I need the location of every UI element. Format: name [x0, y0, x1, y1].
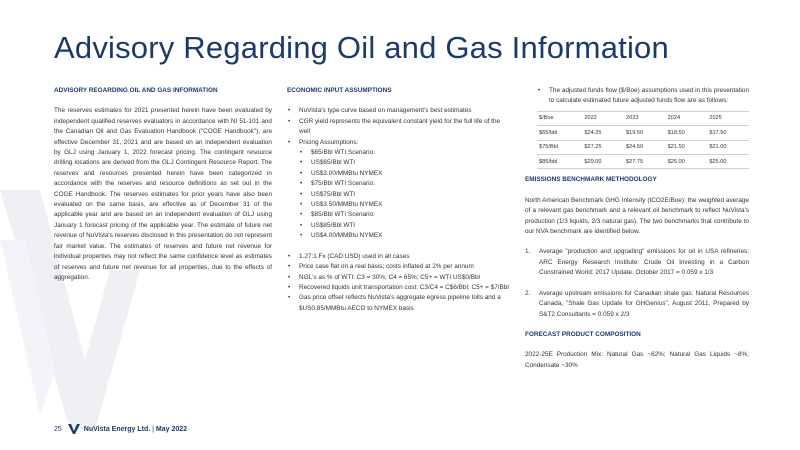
assumption-item: • $85/Bbl WTI Scenario: — [287, 210, 512, 220]
assumption-item: • US$3.50/MMBtu NYMEX — [287, 200, 512, 210]
table-cell: $25.00 — [707, 155, 749, 169]
table-cell: $85/bbl — [537, 155, 582, 169]
table-row — [537, 155, 749, 169]
footer-separator: | — [150, 425, 156, 433]
table-cell: $21.50 — [666, 140, 708, 154]
assumption-item: • Pricing Assumptions: — [287, 138, 512, 148]
assumption-item: • Price case flat on a real basis; costs inflated at 2% per annum — [287, 262, 512, 272]
emissions-list — [525, 247, 749, 319]
assumption-list — [287, 106, 512, 314]
table-header-cell: 2025 — [707, 111, 749, 125]
table-header-row — [537, 111, 749, 125]
page-number: 25 — [54, 425, 62, 433]
funds-flow-intro: • The adjusted funds flow ($/Boe) assumptions used in this presentation to calculate estimated future adjusted funds flow are as follows: — [525, 86, 749, 107]
assumption-item: • CGR yield represents the equivalent constant yield for the full life of the well — [287, 117, 512, 138]
list-item — [525, 289, 749, 320]
table-cell: $17.50 — [707, 126, 749, 140]
forecast-body: 2022-25E Production Mix: Natural Gas ~62%; Natural Gas Liquids ~8%; Condensate ~30% — [525, 351, 749, 369]
assumption-item: • Recovered liquids unit transportation cost: C3/C4 = C$6/Bbl; C5+ = $7/Bbl — [287, 283, 512, 293]
table-header-cell: 2023 — [624, 111, 666, 125]
assumption-item: • US$4.00/MMBtu NYMEX — [287, 231, 512, 241]
forecast-heading: FORECAST PRODUCT COMPOSITION — [525, 330, 641, 338]
oil-gas-advisory-column — [54, 86, 272, 283]
list-item-number: 1. — [525, 248, 531, 256]
assumption-item: • 1.27:1 Fx (CAD:USD) used in all cases — [287, 252, 512, 262]
economic-assumptions-heading: ECONOMIC INPUT ASSUMPTIONS — [287, 87, 392, 94]
funds-flow-column — [525, 86, 749, 371]
assumption-item: • US$85/Bbl WTI — [287, 221, 512, 231]
company-name: NuVista Energy Ltd. — [83, 425, 151, 433]
emissions-body: North American Benchmark GHG Intensity (tCO2E/Boe): the weighted average of a relevant gas benchmark and a relevant oil benchmark to reflect NuVista's production (1/3 liquids, 2/3 natural gas). The two benchmarks that contribute to our NVA benchmark are identified below. — [525, 196, 749, 236]
table-header-cell: 2024 — [666, 111, 708, 125]
advisory-heading: ADVISORY REGARDING OIL AND GAS INFORMATION — [54, 87, 218, 94]
economic-assumptions-column — [287, 86, 512, 314]
table-cell: $75/Bbl — [537, 140, 582, 154]
table-cell: $21.00 — [707, 140, 749, 154]
page-title: Advisory Regarding Oil and Gas Information — [54, 30, 669, 65]
footer-date: May 2022 — [155, 425, 188, 433]
list-item-text: Average "production and upgrading" emissions for oil in USA refineries: ARC Energy Research Institute: Crude Oil Investing in a Carbon Constrained World: 2017 Update. October 2017 = 0.059 x 1/3 — [539, 248, 749, 277]
list-item-number: 2. — [525, 289, 531, 297]
table-header-cell: 2022 — [582, 111, 624, 125]
table-cell: $65/bbl — [537, 126, 582, 140]
list-item — [525, 247, 749, 278]
emissions-heading: EMISSIONS BENCHMARK METHODOLOGY — [525, 176, 657, 184]
assumption-item: • $65/Bbl WTI Scenario: — [287, 148, 512, 158]
assumption-item: • $75/Bbl WTI Scenario: — [287, 179, 512, 189]
table-row — [537, 140, 749, 154]
list-item-text: Average upstream emissions for Canadian shale gas: Natural Resources Canada, "Shale Gas Update for GHGenius", August 2011, Prepared by S&T2 Consultants = 0.059 x 2/3 — [539, 289, 749, 318]
table-cell: $27.75 — [624, 155, 666, 169]
table-cell: $29.00 — [582, 155, 624, 169]
footer — [54, 424, 187, 434]
table-cell: $18.50 — [666, 126, 708, 140]
table-cell: $25.00 — [666, 155, 708, 169]
assumption-item: • NGL's as % of WTI: C3 = 30%; C4 = 65%; C5+ = WTI US$0/Bbl — [287, 273, 512, 283]
table-cell: $27.25 — [582, 140, 624, 154]
table-cell: $19.50 — [624, 126, 666, 140]
table-header-cell: $/Boe — [537, 111, 582, 125]
table-cell: $24.25 — [582, 126, 624, 140]
assumption-item: • NuVista's type curve based on management's best estimates — [287, 106, 512, 116]
assumption-item: • US$65/Bbl WTI — [287, 158, 512, 168]
advisory-body: The reserves estimates for 2021 presented herein have been evaluated by independent qualified reserves evaluators in accordance with NI 51-101 and the Canadian Oil and Gas Evaluation Handbook ("COGE Handbook"), are effective December 31, 2021 and are based on an independent evaluation by GLJ using January 1, 2022 forecast pricing. The contingent resource drilling locations are derived from the GLJ Contingent Resource Report. The reserves and resources presented herein have been categorized in accordance with the reserves and resource definitions as set out in the COGE Handbook. The reserves estimates for prior years have also been evaluated on the same basis, are effective as of December 31 of the applicable year and are based on an independent evaluation of GLJ using January 1 forecast pricing of the applicable year. The estimate of future net revenue of NuVista's reserves disclosed in this presentation do not represent fair market value. The estimates of reserves and future net revenue for individual properties may not reflect the same confidence level as estimates of reserves and future net revenue for all properties, due to the effects of aggregation. — [54, 107, 272, 281]
table-row — [537, 126, 749, 140]
table-cell: $24.50 — [624, 140, 666, 154]
nuvista-logo-icon — [68, 424, 80, 434]
assumption-item: • Gas price offset reflects NuVista's aggregate egress pipeline tolls and a $US0.85/MMBtu AECO to NYMEX basis — [287, 293, 512, 314]
assumption-item: • US$75/Bbl WTI — [287, 190, 512, 200]
assumption-item: • US$3.00/MMBtu NYMEX — [287, 169, 512, 179]
funds-flow-table — [537, 111, 749, 170]
